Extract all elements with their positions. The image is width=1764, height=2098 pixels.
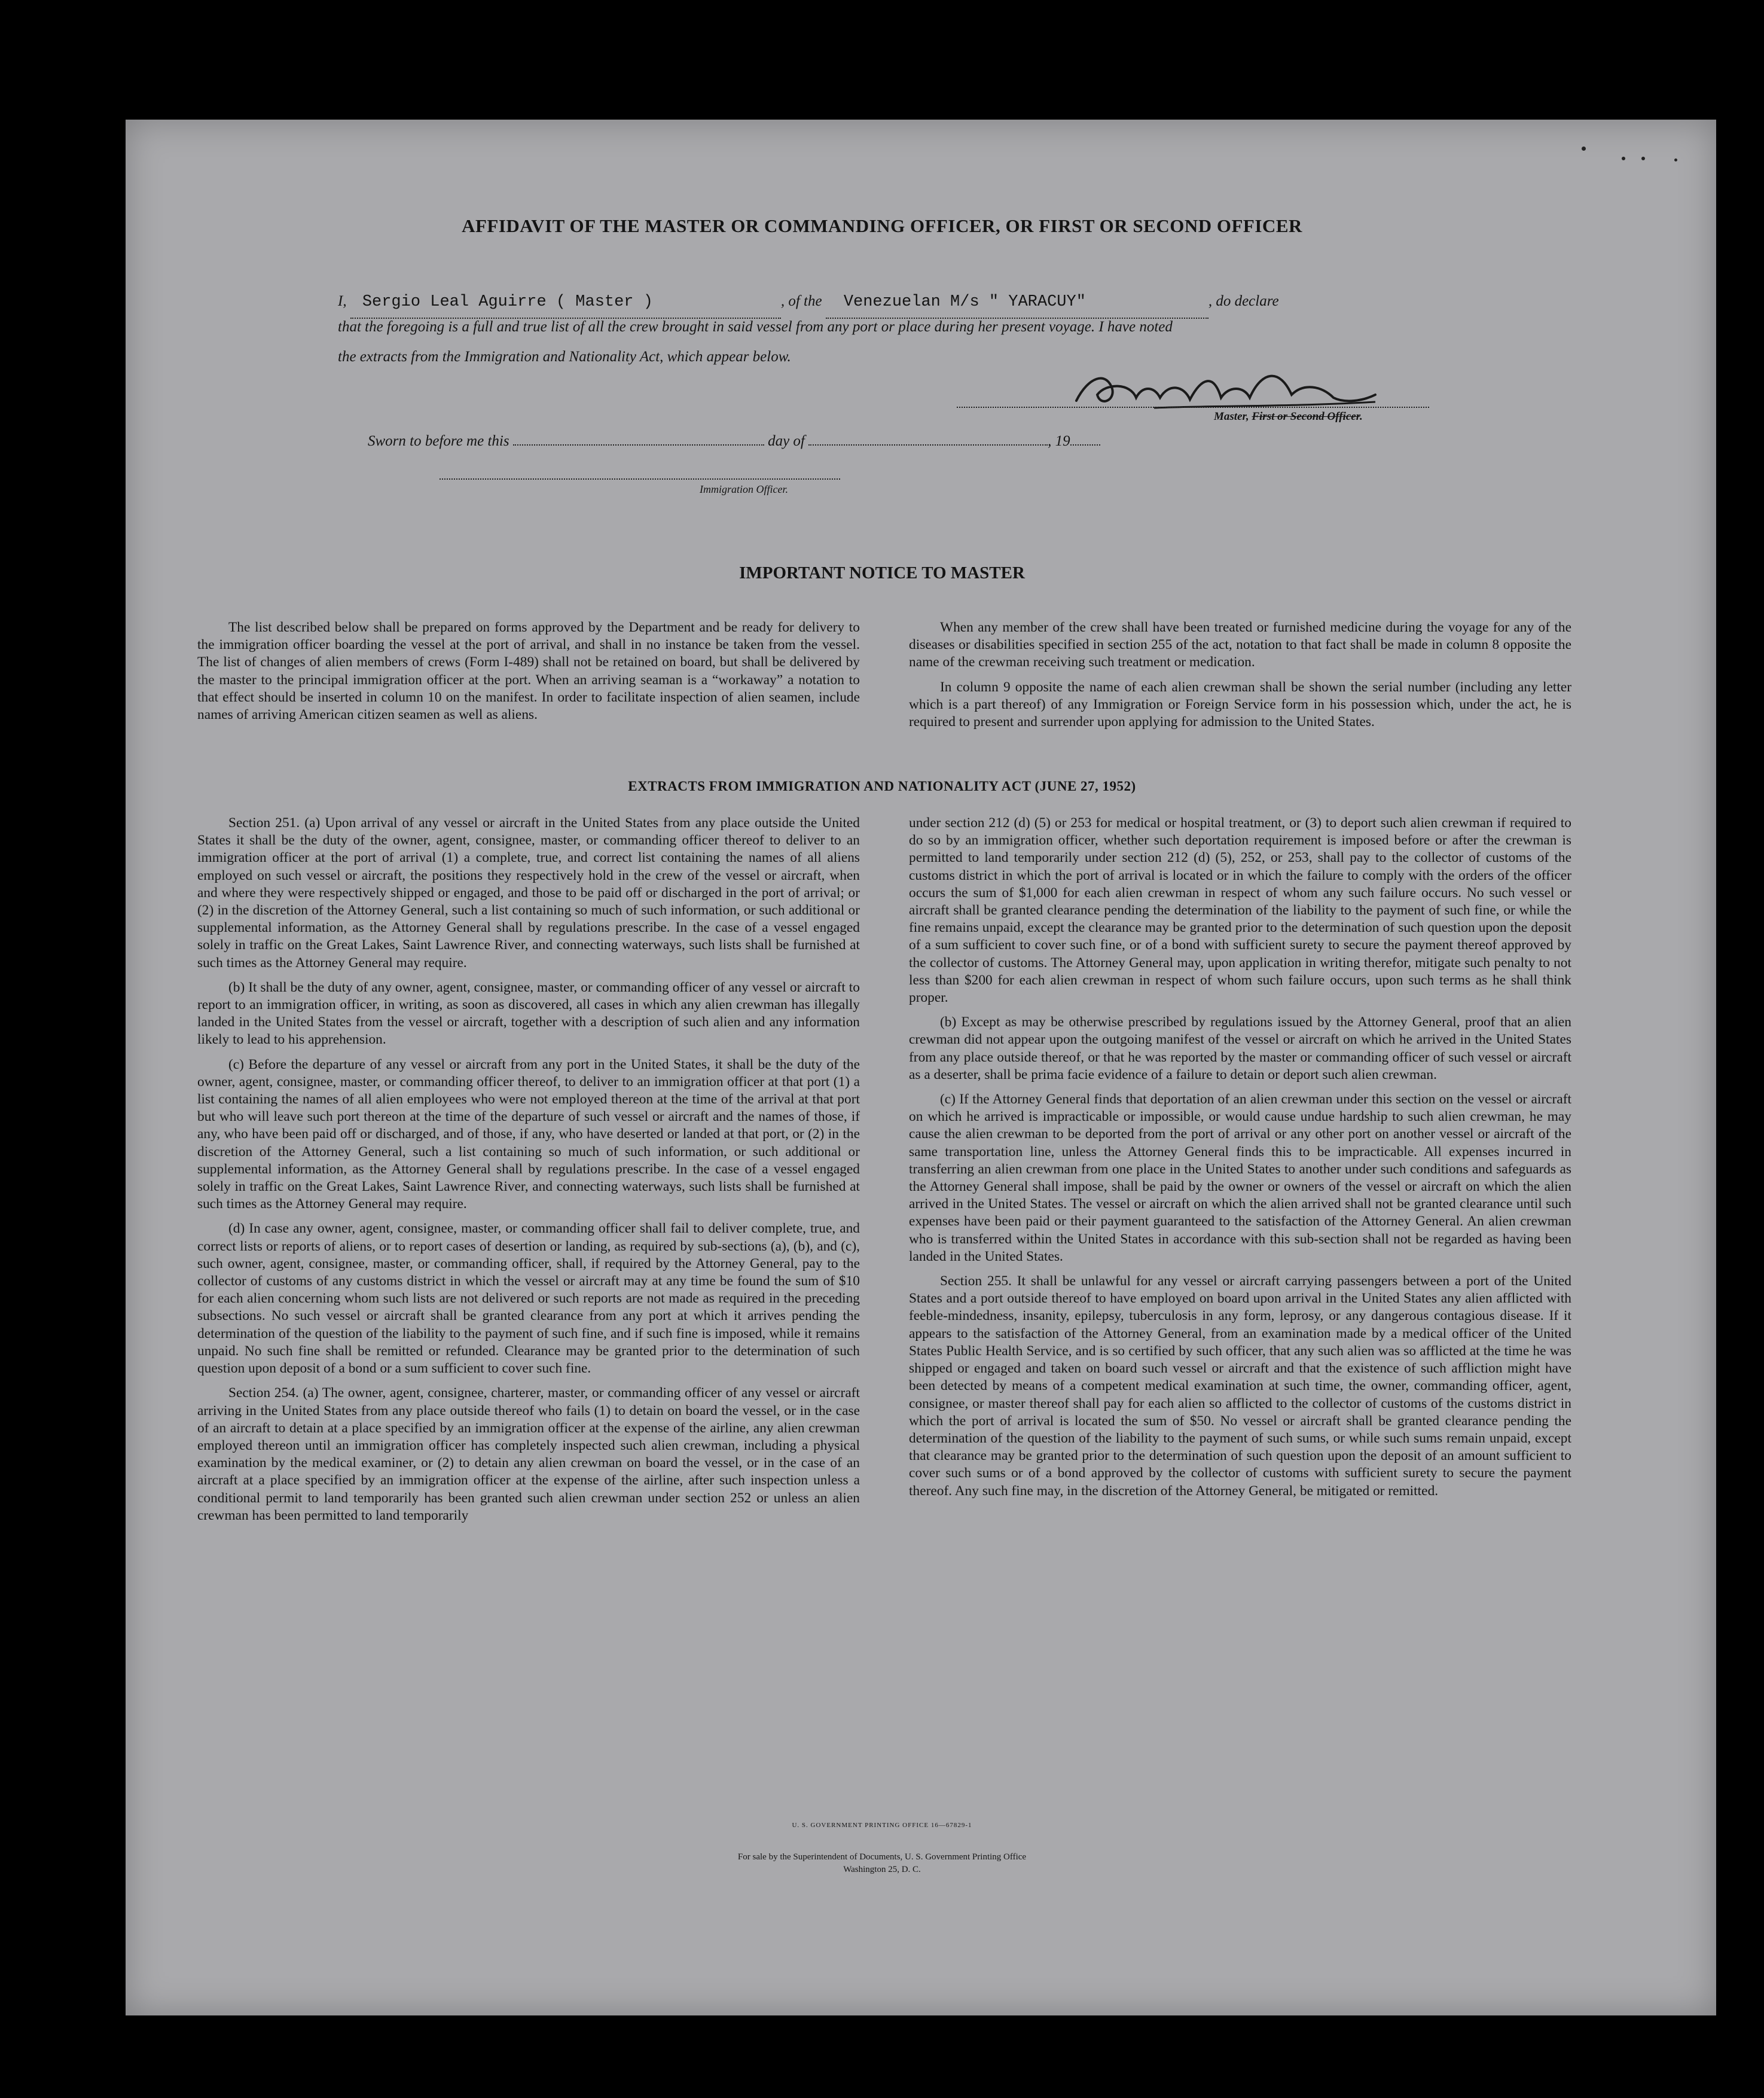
of-the-label: , of the [780, 293, 822, 309]
section-251-a: Section 251. (a) Upon arrival of any vessel or aircraft in the United States from any place outside the United States it shall be the duty of the owner, agent, consignee, master, or commanding officer thereof to deliver to an immigration officer at the port of arrival (1) a complete, true, and correct list containing the names of all aliens employed on such vessel or aircraft, the positions they respectively hold in the crew of the vessel or aircraft, when and where they were respectively shipped or engaged, and those to be paid off or discharged in the port of arrival; or (2) in the discretion of the Attorney General, such a list containing so much of such information, or such additional or supplemental information, as the Attorney General shall by regulations prescribe. In the case of a vessel engaged solely in traffic on the Great Lakes, Saint Lawrence River, and connecting waterways, such lists shall be furnished at such times as the Attorney General may require. [197, 815, 860, 971]
declaration-line-3: the extracts from the Immigration and Nationality Act, which appear below. [338, 349, 791, 365]
signature-caption [1214, 410, 1363, 423]
ink-speck [1582, 147, 1586, 151]
section-251-c: (c) Before the departure of any vessel or aircraft from any port in the United States, it shall be the duty of the owner, agent, consignee, master, or commanding officer thereof, to deliver to an immigration officer at that port (1) a list containing the names of all alien employees who were not employed thereon at the time of the arrival at that port but who will leave such port thereon at the time of the departure of such vessel or aircraft and the names of those, if any, who have been paid off or discharged, and of those, if any, who have deserted or landed at that port, or (2) in the discretion of the Attorney General, such a list containing so much of such information, or such additional or supplemental information, as the Attorney General shall by regulations prescribe. In the case of a vessel engaged solely in traffic on the Great Lakes, Saint Lawrence River, and connecting waterways, such lists shall be furnished at such times as the Attorney General may require. [197, 1056, 860, 1212]
section-254-c: (c) If the Attorney General finds that deportation of an alien crewman under this section on the vessel or aircraft on which he arrived is impracticable or impossible, or would cause undue hardship to such alien crewman, he may cause the alien crewman to be deported from the port of arrival or any other port on another vessel or aircraft of the same transportation line, unless the Attorney General finds this to be impracticable. All expenses incurred in transferring an alien crewman from one place in the United States to another under such conditions and safeguards as the Attorney General shall impose, shall be paid by the owner or owners of the vessel or aircraft on which the alien arrived in the United States. The vessel or aircraft on which the alien arrived shall not be granted clearance until such expenses have been paid or their payment guaranteed to the satisfaction of the Attorney General. An alien crewman who is transferred within the United States in accordance with this sub-section shall not be regarded as having been landed in the United States. [909, 1091, 1571, 1264]
sworn-year-field [1070, 444, 1100, 446]
notice-left-paragraph: The list described below shall be prepared on forms approved by the Department and be ready for delivery to the immigration officer boarding the vessel at the port of arrival, and shall in no instance be taken from the vessel. The list of changes of alien members of crews (Form I-489) shall not be retained on board, but shall be delivered by the master to the principal immigration officer at the port. When an arriving seaman is a “workaway” a notation to that effect should be inserted in column 10 on the manifest. In order to facilitate inspection of alien seamen, include names of arriving American citizen seamen as well as aliens. [197, 620, 860, 723]
vessel-name: Venezuelan M/s " YARACUY" [843, 293, 1086, 311]
notice-right-paragraph-2: In column 9 opposite the name of each alien crewman shall be shown the serial number (including any letter which is a part thereof) of any Immigration or Foreign Service form in his possession which, under the act, he is required to present and surrender upon applying for admission to the United States. [909, 679, 1571, 730]
year-prefix: , 19 [1048, 433, 1070, 449]
sworn-day-field [513, 444, 764, 446]
section-251-d: (d) In case any owner, agent, consignee, master, or commanding officer shall fail to deliver complete, true, and correct lists or reports of aliens, or to report cases of desertion or landing, as required by sub-sections (a), (b), and (c), such owner, agent, consignee, master, or commanding officer, shall, if required by the Attorney General, pay to the collector of customs of any customs district in which the vessel or aircraft may at any time be found the sum of $10 for each alien concerning whom such lists are not delivered or such reports are not made as required in the preceding subsections. No such vessel or aircraft shall be granted clearance from any port at which it arrives pending the determination of the question of the liability to the payment of such fine, and if such fine is imposed, while it remains unpaid. No such fine shall be remitted or refunded. Clearance may be granted prior to the determination of such question upon deposit of a bond or a sum sufficient to cover such fine. [197, 1221, 860, 1377]
ink-speck [1622, 157, 1625, 160]
vessel-field [826, 286, 1208, 319]
notice-title: IMPORTANT NOTICE TO MASTER [739, 563, 1025, 583]
sale-line-1: For sale by the Superintendent of Documents, U. S. Government Printing Office [737, 1852, 1027, 1862]
section-254-a: Section 254. (a) The owner, agent, consignee, charterer, master, or commanding officer of any vessel or aircraft arriving in the United States from any place outside thereof who fails (1) to detain on board the vessel, or in the case of an aircraft to detain at a place specified by an immigration officer at the expense of the airline, any alien crewman employed thereon until an immigration officer has completely inspected such alien crewman, including a physical examination by the medical examiner, or (2) to detain any alien crewman on board the vessel, or in the case of an aircraft at a place specified by an immigration officer at the expense of the airline, after such inspection unless a conditional permit to land temporarily has been granted such alien crewman under section 252 or unless an alien crewman has been permitted to land temporarily [197, 1385, 860, 1523]
sworn-month-field [808, 444, 1048, 446]
extracts-title: EXTRACTS FROM IMMIGRATION AND NATIONALITY ACT (JUNE 27, 1952) [628, 779, 1136, 794]
section-254-b: (b) Except as may be otherwise prescribed by regulations issued by the Attorney General, proof that an alien crewman did not appear upon the outgoing manifest of the vessel or aircraft on which he arrived in the United States from any place outside thereof, or that he was reported by the master or commanding officer of such vessel or aircraft as a deserter, shall be prima facie evidence of a failure to detain or deport such alien crewman. [909, 1014, 1571, 1082]
caption-struck: First or Second Officer [1252, 410, 1360, 423]
section-255: Section 255. It shall be unlawful for any vessel or aircraft carrying passengers between a port of the United States and a port outside thereof to have employed on board upon arrival in the United States any alien afflicted with feeble-mindedness, insanity, epilepsy, tuberculosis in any form, leprosy, or any dangerous contagious disease. If it appears to the satisfaction of the Attorney General, from an examination made by a medical officer of the United States Public Health Service, and is so certified by such officer, that any such alien was so afflicted at the time he was shipped or engaged and taken on board such vessel or aircraft and that the existence of such affliction might have been detected by means of a competent medical examination at such time, the owner, commanding officer, agent, consignee, or master thereof shall pay for each alien so afflicted to the collector of customs of the customs district in which the port of arrival is located the sum of $50. No vessel or aircraft shall be granted clearance pending the determination of the question of the liability to the payment of such sums, or while such sums remain unpaid, except that clearance may be granted prior to the determination of such question upon the deposit of an amount sufficient to cover such sums or of a bond approved by the collector of customs with sufficient surety to secure the payment thereof. Any such fine may, in the discretion of the Attorney General, be mitigated or remitted. [909, 1273, 1571, 1499]
section-251-b: (b) It shall be the duty of any owner, agent, consignee, master, or commanding officer of any vessel or aircraft to report to an immigration officer, in writing, as soon as discovered, all cases in which any alien crewman has illegally landed in the United States from the vessel or aircraft, together with a description of such alien and any information likely to lead to his apprehension. [197, 979, 860, 1048]
ink-speck [1674, 158, 1677, 161]
i-label: I, [338, 293, 347, 309]
caption-end: . [1360, 410, 1363, 423]
notice-left-column [197, 619, 860, 724]
declarant-field [350, 286, 781, 319]
declarant-name: Sergio Leal Aguirre ( Master ) [362, 293, 653, 311]
sworn-line [368, 426, 1205, 457]
extracts-right-column [909, 815, 1571, 1500]
affidavit-title: AFFIDAVIT OF THE MASTER OR COMMANDING OFFICER, OR FIRST OR SECOND OFFICER [462, 215, 1302, 236]
declaration-line-1 [338, 286, 1432, 319]
do-declare-label: , do declare [1208, 293, 1279, 309]
immigration-officer-line [440, 478, 840, 480]
ink-speck [1641, 157, 1645, 160]
caption-master: Master, [1214, 410, 1252, 423]
signature-line [957, 407, 1429, 408]
section-254-a-continued: under section 212 (d) (5) or 253 for medical or hospital treatment, or (3) to deport such alien crewman if required to do so by an immigration officer, whether such deportation requirement is imposed before or after the crewman is permitted to land temporarily under section 212 (d) (5), 252, or 253, shall pay to the collector of customs of the customs district in which the port of arrival is located or in which the failure to comply with the orders of the officer occurs the sum of $1,000 for each alien crewman in respect of whom any such failure occurs. No such vessel or aircraft shall be granted clearance pending the determination of the liability to the payment of such fine, or while the fine remains unpaid, except the clearance may be granted prior to the determination of such question upon the deposit of a sum sufficient to cover such fine, or of a bond with sufficient surety to secure the payment thereof approved by the collector of customs. The Attorney General may, upon application in writing therefor, mitigate such penalty to not less than $200 for each alien crewman in respect of whom such failure occurs, upon such terms as he shall think proper. [909, 815, 1571, 1006]
day-of-label: day of [768, 433, 805, 449]
immigration-officer-caption: Immigration Officer. [700, 483, 788, 495]
sworn-label: Sworn to before me this [368, 433, 509, 449]
notice-right-paragraph-1: When any member of the crew shall have been treated or furnished medicine during the voyage for any of the diseases or disabilities specified in section 255 of the act, notation to that fact shall be made in column 8 opposite the name of the crewman receiving such treatment or medication. [909, 620, 1571, 670]
notice-right-column [909, 619, 1571, 731]
declaration-line-2: that the foregoing is a full and true list of all the crew brought in said vessel from any port or place during her present voyage. I have noted [338, 319, 1173, 335]
printing-office-line: U. S. GOVERNMENT PRINTING OFFICE 16—67829-1 [792, 1822, 972, 1829]
handwritten-signature [1064, 365, 1399, 413]
extracts-left-column [197, 815, 860, 1524]
sale-line-2: Washington 25, D. C. [843, 1865, 921, 1874]
